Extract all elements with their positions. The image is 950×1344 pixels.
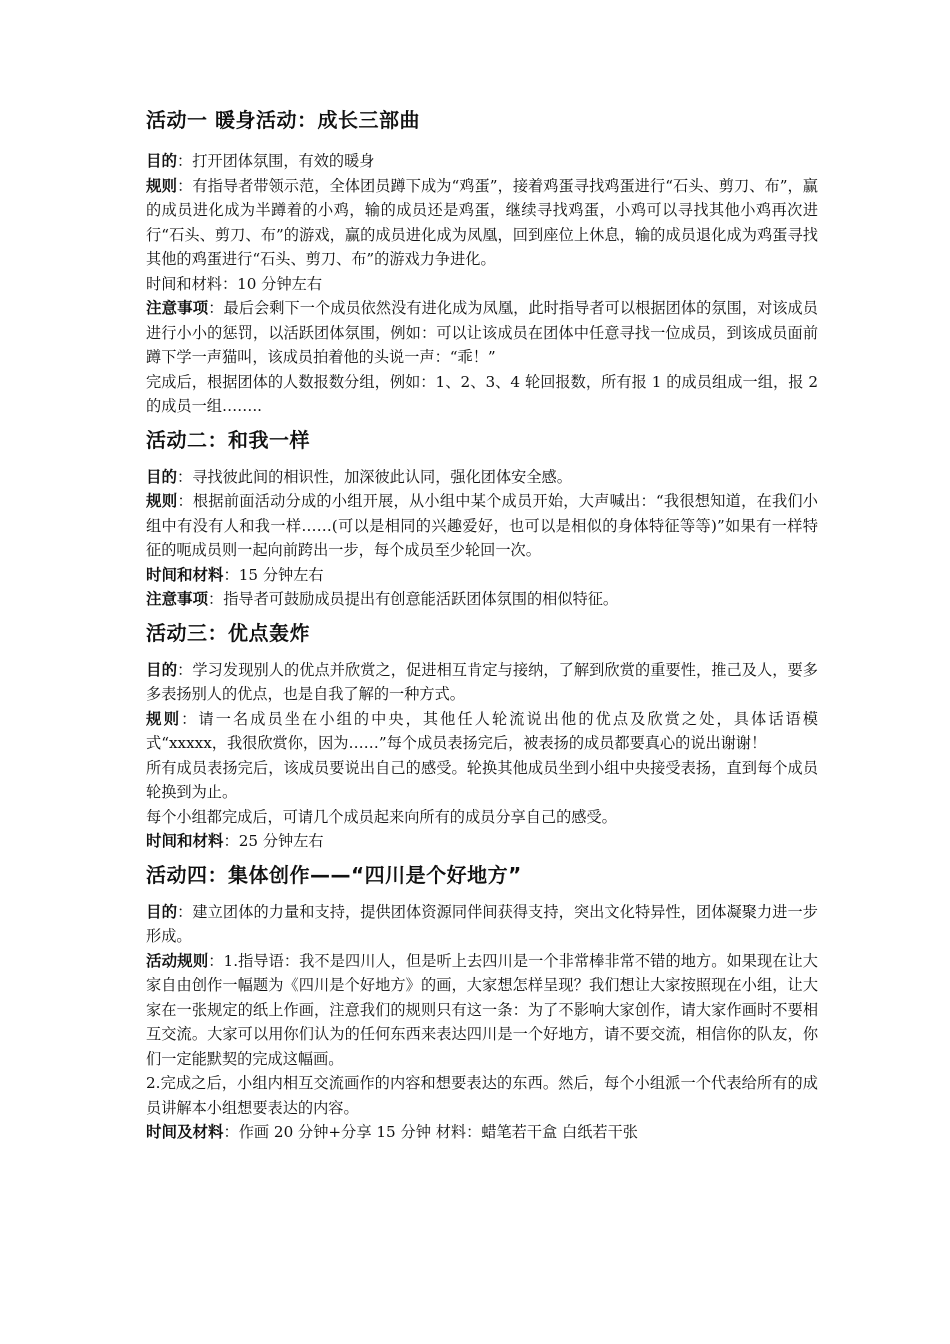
document-page — [146, 100, 818, 1147]
activity-2-notes — [146, 587, 818, 612]
activity-3-extra-1: 所有成员表扬完后，该成员要说出自己的感受。轮换其他成员坐到小组中央接受表扬，直到每个成员轮换到为止。 — [146, 758, 818, 801]
activity-3 — [146, 618, 818, 854]
notes-label: 注意事项 — [146, 299, 209, 317]
rules-text: ：根据前面活动分成的小组开展，从小组中某个成员开始，大声喊出：“我很想知道，在我们小组中有没有人和我一样……(可以是相同的兴趣爱好，也可以是相似的身体特征等等)”如果有一样特征的呃成员则一起向前跨出一步，每个成员至少轮回一次。 — [146, 492, 818, 559]
purpose-label: 目的 — [146, 902, 178, 921]
time-label: 时间及材料 — [146, 1123, 224, 1141]
notes-label: 注意事项 — [146, 590, 209, 608]
activity-2 — [146, 425, 818, 612]
purpose-label: 目的 — [146, 152, 178, 170]
activity-3-title: 活动三：优点轰炸 — [146, 620, 310, 645]
activity-4-rules — [146, 949, 818, 1072]
rules-text: ：有指导者带领示范，全体团员蹲下成为“鸡蛋”，接着鸡蛋寻找鸡蛋进行“石头、剪刀、布”，赢的成员进化成为半蹲着的小鸡，输的成员还是鸡蛋，继续寻找鸡蛋，小鸡可以寻找其他小鸡再次进行“石头、剪刀、布”的游戏，赢的成员进化成为凤凰，回到座位上休息，输的成员退化成为鸡蛋寻找其他的鸡蛋进行“石头、剪刀、布”的游戏力争进化。 — [146, 176, 818, 268]
time-text: ：15 分钟左右 — [223, 565, 324, 584]
rules-text: ：请一名成员坐在小组的中央，其他任人轮流说出他的优点及欣赏之处，具体话语模式“xxxxx，我很欣赏你，因为……”每个成员表扬完后，被表扬的成员都要真心的说出谢谢！ — [146, 709, 818, 752]
activity-1-time: 时间和材料：10 分钟左右 — [146, 274, 323, 293]
notes-text: ：指导者可鼓励成员提出有创意能活跃团体氛围的相似特征。 — [208, 590, 619, 608]
purpose-text: ：学习发现别人的优点并欣赏之，促进相互肯定与接纳，了解到欣赏的重要性，推己及人，要多多表扬别人的优点，也是自我了解的一种方式。 — [146, 660, 818, 703]
rules-label: 规则 — [146, 492, 178, 510]
activity-1-extra: 完成后，根据团体的人数报数分组，例如：1、2、3、4 轮回报数，所有报 1 的成员组成一组，报 2 的成员一组…….. — [146, 372, 818, 415]
rules-text: ：1.指导语：我不是四川人，但是听上去四川是一个非常棒非常不错的地方。如果现在让大家自由创作一幅题为《四川是个好地方》的画，大家想怎样呈现？我们想让大家按照现在小组，让大家在一张规定的纸上作画，注意我们的规则只有这一条：为了不影响大家创作，请大家作画时不要相互交流。大家可以用你们认为的任何东西来表达四川是一个好地方，请不要交流，相信你的队友，你们一定能默契的完成这幅画。 — [146, 951, 818, 1068]
time-text: ：作画 20 分钟+分享 15 分钟 材料：蜡笔若干盒 白纸若干张 — [223, 1123, 638, 1141]
time-label: 时间和材料 — [146, 832, 224, 850]
activity-4-purpose — [146, 900, 818, 949]
activity-2-time — [146, 563, 818, 588]
activity-4-rules-2: 2.完成之后，小组内相互交流画作的内容和想要表达的东西。然后，每个小组派一个代表给所有的成员讲解本小组想要表达的内容。 — [146, 1074, 818, 1117]
activity-4 — [146, 860, 818, 1145]
purpose-label: 目的 — [146, 467, 178, 486]
time-text: ：25 分钟左右 — [223, 832, 324, 850]
purpose-text: ：打开团体氛围，有效的暖身 — [177, 152, 375, 170]
activity-2-rules — [146, 489, 818, 563]
activity-2-purpose — [146, 465, 818, 490]
activity-3-time — [146, 829, 818, 854]
activity-4-time — [146, 1120, 818, 1145]
rules-label: 活动规则 — [146, 951, 209, 970]
activity-3-rules — [146, 707, 818, 756]
time-label: 时间和材料 — [146, 565, 224, 584]
activity-1-purpose — [146, 149, 818, 174]
activity-3-extra-2: 每个小组都完成后，可请几个成员起来向所有的成员分享自己的感受。 — [146, 807, 617, 826]
purpose-text: ：寻找彼此间的相识性，加深彼此认同，强化团体安全感。 — [177, 467, 572, 486]
activity-3-purpose — [146, 658, 818, 707]
activity-4-title: 活动四：集体创作——“四川是个好地方” — [146, 862, 522, 887]
rules-label: 规则 — [146, 176, 178, 195]
activity-2-title: 活动二：和我一样 — [146, 427, 310, 452]
rules-label: 规则 — [146, 709, 182, 728]
activity-1-title: 活动一 暖身活动：成长三部曲 — [146, 108, 420, 132]
activity-1-notes — [146, 296, 818, 370]
purpose-text: ：建立团体的力量和支持，提供团体资源同伴间获得支持，突出文化特异性，团体凝聚力进一步形成。 — [146, 902, 818, 945]
notes-text: ：最后会剩下一个成员依然没有进化成为凤凰，此时指导者可以根据团体的氛围，对该成员进行小小的惩罚，以活跃团体氛围，例如：可以让该成员在团体中任意寻找一位成员，到该成员面前蹲下学一声猫叫，该成员拍着他的头说一声：“乖！” — [146, 299, 818, 366]
activity-1-rules — [146, 174, 818, 272]
activity-1 — [146, 105, 818, 419]
purpose-label: 目的 — [146, 660, 178, 679]
